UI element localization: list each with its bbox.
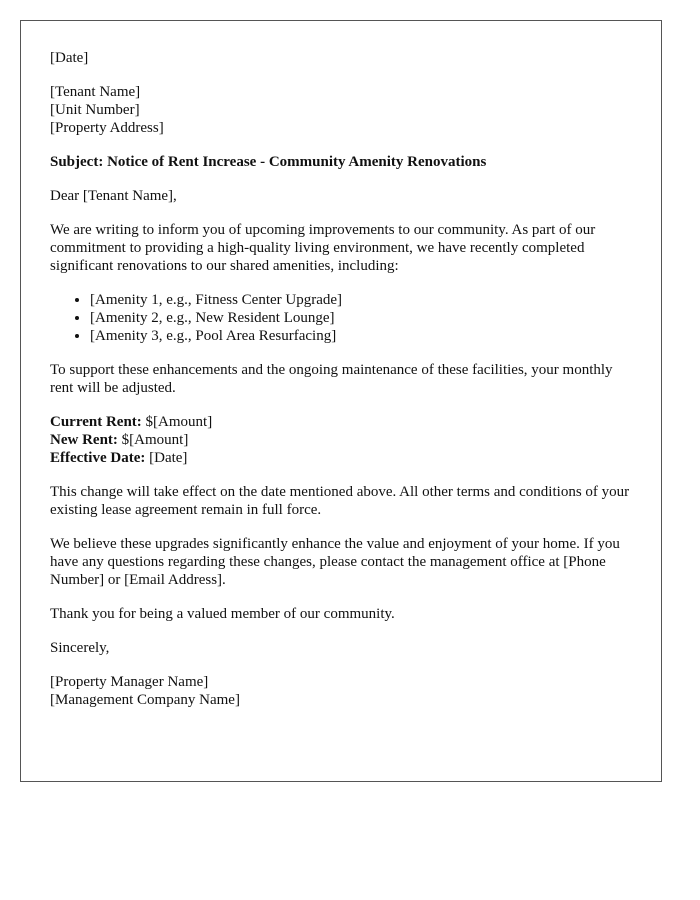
signature-block bbox=[50, 673, 633, 709]
company-name: [Management Company Name] bbox=[50, 692, 240, 708]
new-rent-label: New Rent: bbox=[50, 432, 118, 448]
unit-number: [Unit Number] bbox=[50, 102, 140, 118]
change-paragraph: This change will take effect on the date mentioned above. All other terms and conditions of your existing lease agreement remain in full force. bbox=[50, 484, 630, 518]
intro-paragraph: We are writing to inform you of upcoming improvements to our community. As part of our commitment to providing a high-quality living environment, we have recently completed significant renovations to our shared amenities, including: bbox=[50, 222, 596, 274]
letter-date: [Date] bbox=[50, 50, 89, 66]
list-item: • [Amenity 1, e.g., Fitness Center Upgrade] bbox=[90, 291, 633, 309]
current-rent-value: $[Amount] bbox=[141, 414, 213, 430]
list-item: • [Amenity 3, e.g., Pool Area Resurfacing] bbox=[90, 327, 633, 345]
amenities-list bbox=[50, 291, 633, 345]
effective-date-line bbox=[50, 449, 633, 467]
thanks-paragraph: Thank you for being a valued member of our community. bbox=[50, 606, 395, 622]
property-address: [Property Address] bbox=[50, 120, 164, 136]
contact-paragraph: We believe these upgrades significantly enhance the value and enjoyment of your home. If you have any questions regarding these changes, please contact the management office at [Phone Number] or [Email Address]. bbox=[50, 536, 620, 588]
closing: Sincerely, bbox=[50, 640, 110, 656]
effective-date-label: Effective Date: bbox=[50, 450, 146, 466]
recipient-block bbox=[50, 83, 633, 137]
new-rent-line bbox=[50, 431, 633, 449]
effective-date-value: [Date] bbox=[145, 450, 188, 466]
new-rent-value: $[Amount] bbox=[117, 432, 189, 448]
letter-page bbox=[20, 20, 662, 782]
list-item: • [Amenity 2, e.g., New Resident Lounge] bbox=[90, 309, 633, 327]
manager-name: [Property Manager Name] bbox=[50, 674, 209, 690]
subject-line: Subject: Notice of Rent Increase - Community Amenity Renovations bbox=[50, 154, 487, 170]
salutation: Dear [Tenant Name], bbox=[50, 188, 177, 204]
support-paragraph: To support these enhancements and the ongoing maintenance of these facilities, your monthly rent will be adjusted. bbox=[50, 362, 613, 396]
current-rent-line bbox=[50, 413, 633, 431]
rent-details bbox=[50, 413, 633, 467]
current-rent-label: Current Rent: bbox=[50, 414, 142, 430]
tenant-name: [Tenant Name] bbox=[50, 84, 141, 100]
